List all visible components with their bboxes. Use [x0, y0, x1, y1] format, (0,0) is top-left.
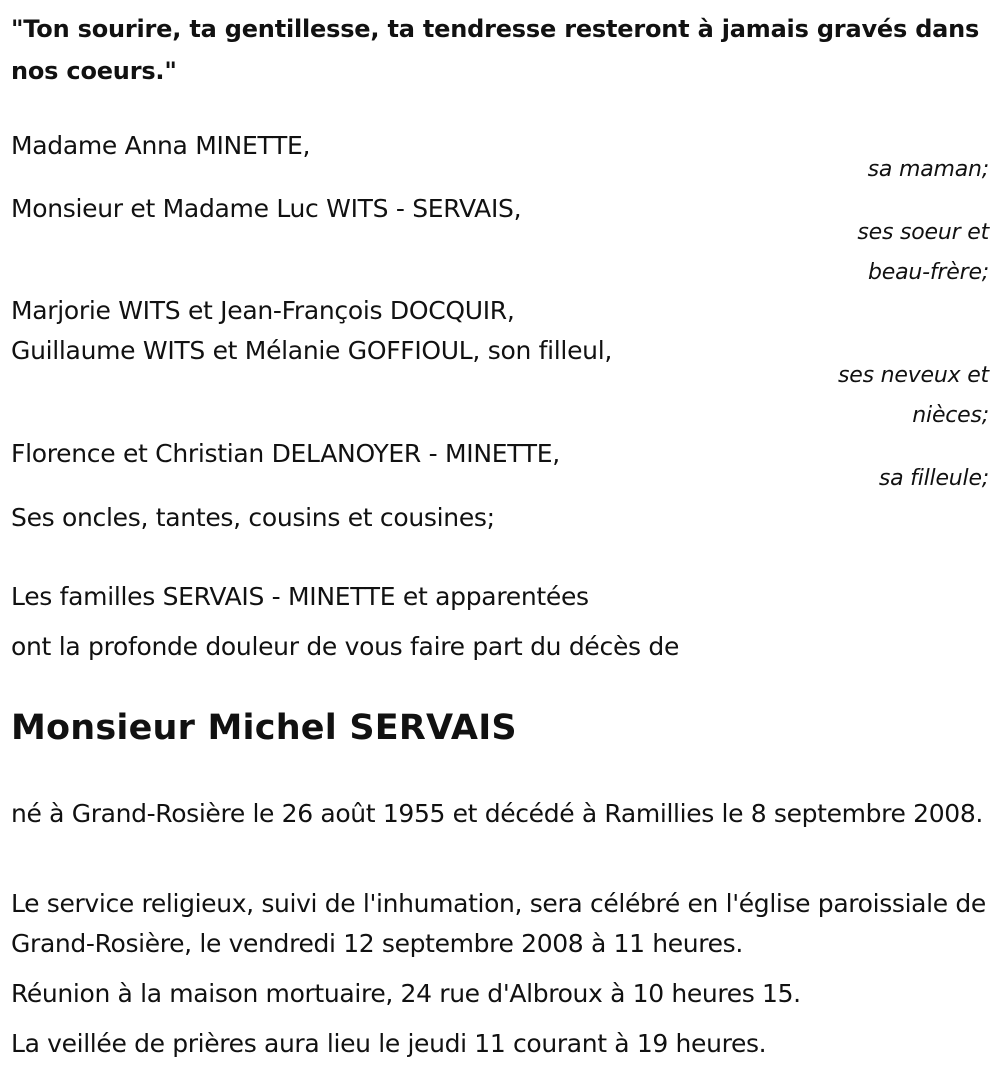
family-member-nephews-line-2: Guillaume WITS et Mélanie GOFFIOUL, son filleul,: [11, 336, 612, 365]
funeral-service-details: Le service religieux, suivi de l'inhumation, sera célébré en l'église paroissiale de Grand-Rosière, le vendredi 12 septembre 2008 à 11 heures.: [11, 889, 986, 958]
birth-death-details: né à Grand-Rosière le 26 août 1955 et décédé à Ramillies le 8 septembre 2008.: [11, 799, 983, 828]
relation-nephews-line-2: nièces;: [912, 403, 989, 428]
family-member-goddaughter: Florence et Christian DELANOYER - MINETTE,: [11, 439, 560, 468]
family-member-sister: Monsieur et Madame Luc WITS - SERVAIS,: [11, 194, 522, 223]
relation-nephews-line-1: ses neveux et: [837, 363, 989, 388]
relation-goddaughter: sa filleule;: [878, 466, 989, 491]
mortuary-meeting-details: Réunion à la maison mortuaire, 24 rue d'Albroux à 10 heures 15.: [11, 979, 801, 1008]
announcement-statement: ont la profonde douleur de vous faire part du décès de: [11, 632, 680, 661]
family-member-relatives: Ses oncles, tantes, cousins et cousines;: [11, 503, 495, 532]
family-member-nephews-line-1: Marjorie WITS et Jean-François DOCQUIR,: [11, 296, 515, 325]
relation-mother: sa maman;: [867, 157, 989, 182]
relation-sister-line-1: ses soeur et: [857, 220, 989, 245]
announcement-families: Les familles SERVAIS - MINETTE et apparentées: [11, 582, 589, 611]
deceased-name: Monsieur Michel SERVAIS: [11, 708, 517, 748]
relation-sister-line-2: beau-frère;: [868, 260, 989, 285]
memorial-quote: "Ton sourire, ta gentillesse, ta tendresse resteront à jamais gravés dans nos coeurs.": [11, 15, 980, 85]
obituary-notice: [11, 0, 991, 1078]
family-member-mother: Madame Anna MINETTE,: [11, 131, 311, 160]
prayer-vigil-details: La veillée de prières aura lieu le jeudi 11 courant à 19 heures.: [11, 1029, 767, 1058]
